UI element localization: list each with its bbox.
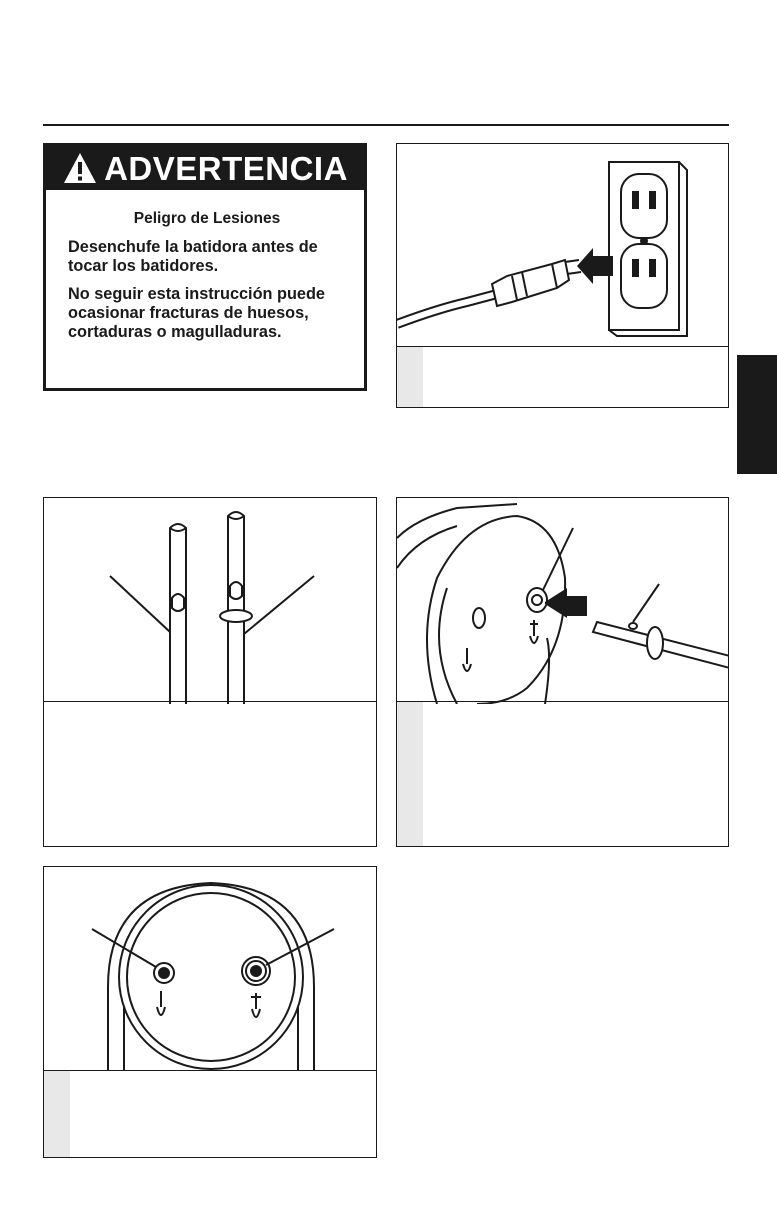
warning-title: ADVERTENCIA [104,149,348,187]
unplug-illustration [397,144,728,348]
insert-beater-illustration [397,498,728,704]
step-panel-beaters [43,497,377,847]
section-tab [737,355,777,474]
warning-subtitle: Peligro de Lesiones [133,210,281,227]
step-number-area [397,347,423,407]
step-panel-sockets [43,866,377,1158]
beaters-illustration [44,498,376,704]
step-number-area [44,1071,70,1157]
warning-triangle-icon [62,151,98,185]
header-rule [43,124,729,126]
step-number-area [397,702,423,846]
warning-paragraph-2: No seguir esta instrucción puede ocasionar fracturas de huesos, cortaduras o magulladuras. [68,285,325,341]
step-panel-insert-beater [396,497,729,847]
warning-header [46,146,364,190]
sockets-illustration [44,867,376,1071]
warning-box [43,143,367,391]
warning-paragraph-1: Desenchufe la batidora antes de tocar los batidores. [68,238,318,275]
step-panel-unplug [396,143,729,408]
